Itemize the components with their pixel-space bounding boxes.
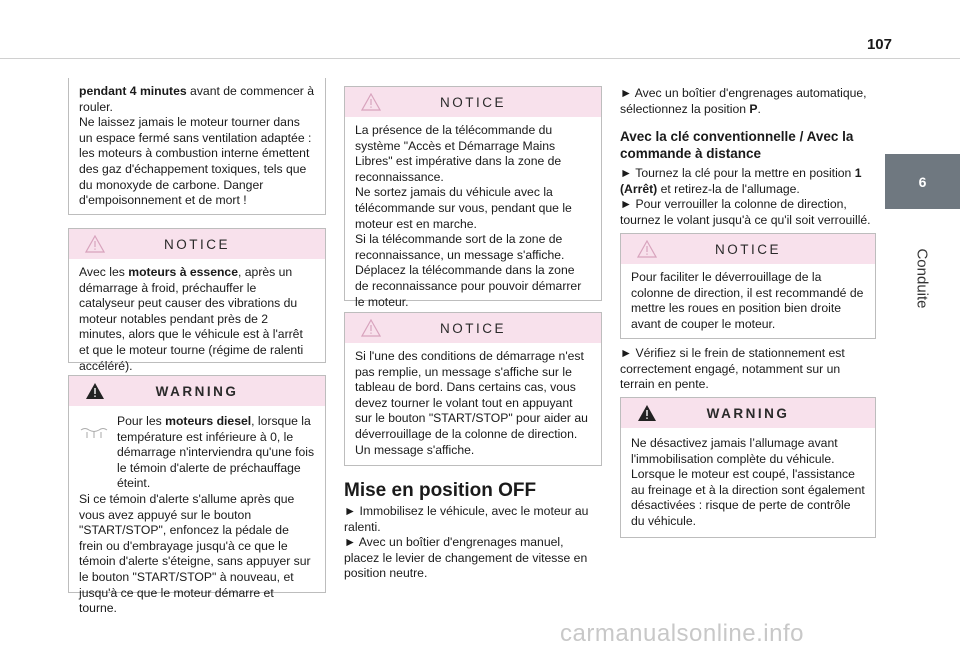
- warning-box-ignition: [620, 397, 876, 538]
- step-bold: 1 (Arrêt): [620, 166, 862, 196]
- subsection-heading: Avec la clé conventionnelle / Avec la commande à distance: [620, 129, 854, 161]
- step-text-end: et retirez-la de l'allumage.: [657, 181, 800, 196]
- warning-text: Pour les: [117, 414, 166, 428]
- notice-title: NOTICE: [439, 94, 506, 110]
- notice-paragraph: Si l'une des conditions de démarrage n'est pas remplie, un message s'affiche sur le tableau de bord. Dans certains cas, vous devez tourner le volant tout en appuyant sur le bouton "START/STOP" pour aider au déverrouillage de la colonne de direction. Un message s'affiche.: [355, 349, 588, 457]
- section-heading: Mise en position OFF: [344, 480, 537, 501]
- warning-header: [621, 398, 875, 428]
- notice-title: NOTICE: [714, 241, 781, 257]
- notice-header: [345, 313, 601, 343]
- step-bold: P: [749, 101, 758, 116]
- caution-icon: [85, 235, 105, 253]
- warning-title: WARNING: [155, 383, 239, 399]
- warning-icon: [85, 382, 105, 400]
- warning-paragraph: Si ce témoin d'alerte s'allume après que vous avez appuyé sur le bouton "START/STOP", enfoncez la pédale de frein ou d'embrayage jusqu'à ce que le témoin d'alerte s'éteigne, sans appuyer sur le bouton "START/STOP" à nouveau, et jusqu'à ce que le moteur démarre et tourne.: [79, 491, 311, 616]
- watermark: carmanualsonline.info: [560, 620, 804, 647]
- step-text-end: .: [757, 101, 761, 116]
- notice-box-essence: [68, 228, 326, 373]
- notice-text: Avec les: [79, 265, 129, 279]
- step-text: ► Pour verrouiller la colonne de direction, tournez le volant jusqu'à ce qu'il soit verrouillé.: [620, 197, 871, 227]
- notice-header: [621, 234, 875, 264]
- glow-plug-icon: [79, 426, 109, 440]
- warning-title: WARNING: [706, 405, 790, 421]
- warning-text-rest: , lorsque la température est inférieure à 0, le démarrage n'interviendra qu'une fois le témoin d'alerte de préchauffage éteint.: [117, 414, 315, 491]
- warning-paragraph: Ne désactivez jamais l’allumage avant l'immobilisation complète du véhicule. Lorsque le moteur est coupé, l'assistance au freinage et à la direction sont également désactivées : risque de perte de contrôle du véhicule.: [631, 436, 865, 528]
- chapter-label: Conduite: [913, 248, 931, 309]
- page-number: 107: [866, 36, 892, 53]
- notice-paragraph: Ne sortez jamais du véhicule avec la télécommande sur vous, pendant que le moteur est en marche.: [355, 185, 572, 231]
- notice-paragraph: Pour faciliter le déverrouillage de la colonne de direction, il est recommandé de mettre les roues en position bien droite avant de couper le moteur.: [631, 270, 864, 331]
- warning-box-diesel: [68, 375, 326, 616]
- chapter-tab[interactable]: 6: [885, 154, 960, 209]
- notice-title: NOTICE: [163, 236, 230, 252]
- warning-bold: moteurs diesel: [165, 414, 252, 428]
- auto-step: [620, 86, 878, 117]
- step-text: ► Tournez la clé pour la mettre en position: [620, 166, 855, 180]
- notice-paragraph: Si la télécommande sort de la zone de reconnaissance, un message s'affiche.: [355, 232, 565, 262]
- notice-box-conditions: [344, 312, 602, 466]
- notice-paragraph: Déplacez la télécommande dans la zone de reconnaissance pour pouvoir démarrer le moteur.: [355, 263, 582, 309]
- notice-box-remote: [344, 86, 602, 309]
- step-text: ► Avec un boîtier d'engrenages manuel, placez le levier de changement de vitesse en position neutre.: [344, 535, 588, 581]
- caution-icon: [361, 93, 381, 111]
- brake-step: ► Vérifiez si le frein de stationnement est correctement engagé, notamment sur un terrain en pente.: [620, 346, 845, 392]
- step-text: ► Immobilisez le véhicule, avec le moteur au ralenti.: [344, 504, 589, 534]
- warning-header: [69, 376, 325, 406]
- caution-icon: [637, 240, 657, 258]
- notice-paragraph: La présence de la télécommande du système "Accès et Démarrage Mains Libres" est impérative dans la zone de reconnaissance.: [355, 123, 562, 184]
- notice-title: NOTICE: [439, 320, 506, 336]
- key-steps: [620, 166, 878, 228]
- intro-block: [68, 78, 326, 215]
- notice-bold: moteurs à essence: [128, 265, 238, 279]
- step-text: ► Avec un boîtier d'engrenages automatique, sélectionnez la position: [620, 86, 867, 116]
- off-steps: [344, 504, 602, 582]
- notice-text-rest: , après un démarrage à froid, préchauffer le catalyseur peut causer des vibrations du moteur notables pendant près de 2 minutes, alors que le véhicule est à l'arrêt et que le moteur tourne (régime de ralenti accéléré).: [79, 265, 304, 373]
- caution-icon: [361, 319, 381, 337]
- warning-icon: [637, 404, 657, 422]
- notice-box-steering: [620, 233, 876, 339]
- header-rule: [0, 58, 960, 59]
- intro-bold: pendant 4 minutes: [79, 84, 187, 98]
- notice-header: [69, 229, 325, 259]
- intro-rest: avant de commencer à rouler.: [79, 84, 315, 114]
- notice-header: [345, 87, 601, 117]
- intro-paragraph: Ne laissez jamais le moteur tourner dans un espace fermé sans ventilation adaptée : les moteurs à combustion interne émettent des gaz d'échappement toxiques, tels que du monoxyde de carbone. Danger d'empoisonnement et de mort !: [79, 115, 312, 208]
